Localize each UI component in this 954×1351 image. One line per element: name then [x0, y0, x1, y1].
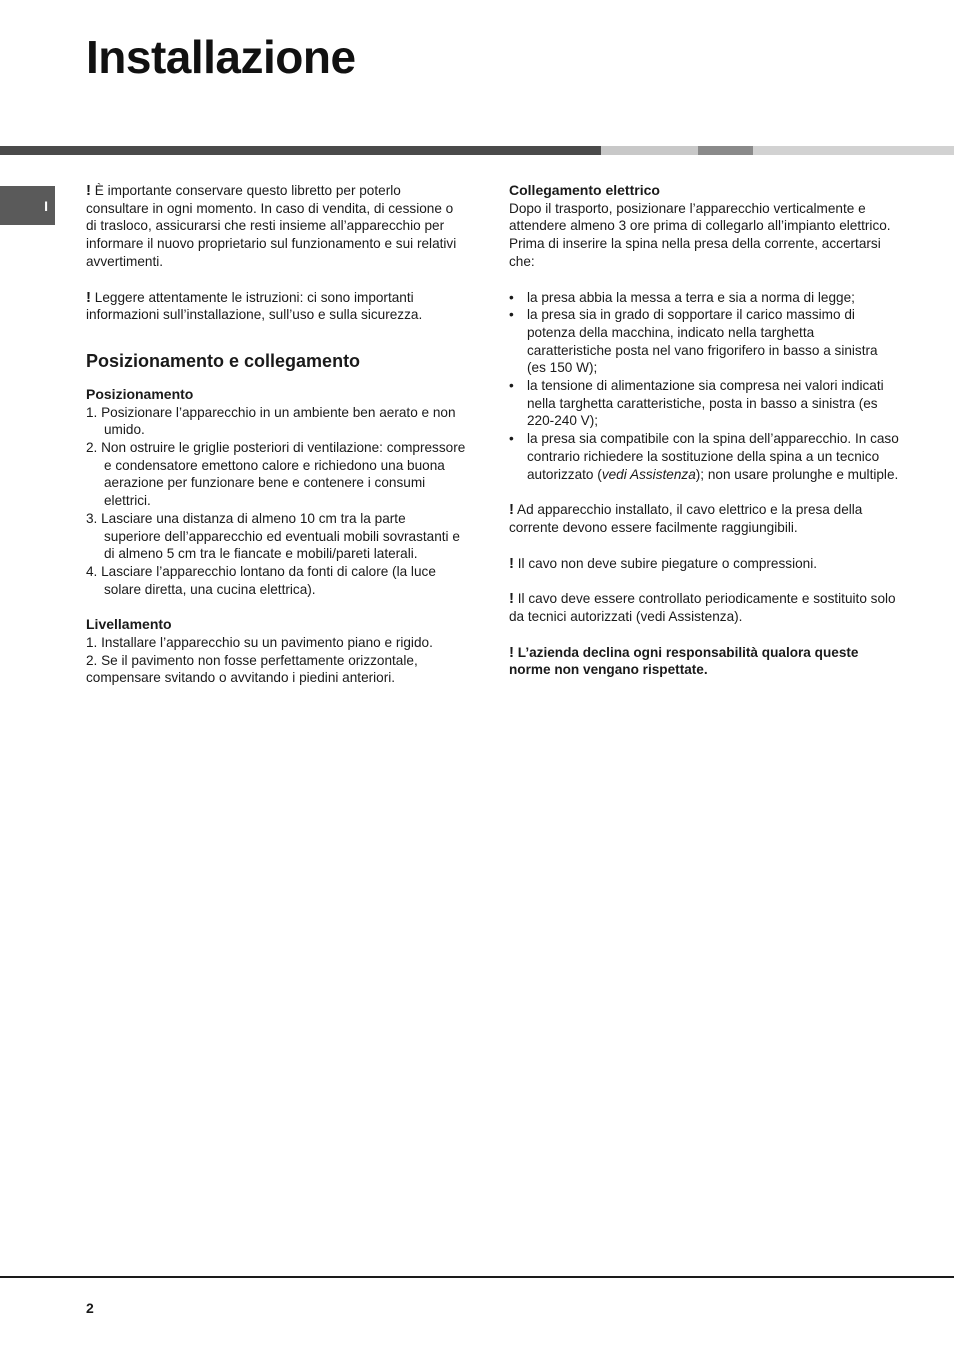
warning-icon: !	[509, 554, 514, 572]
warning-icon: !	[86, 288, 91, 306]
warning-cable-check-text: Il cavo deve essere controllato periodicamente e sostituito solo da tecnici autorizzati (vedi Assistenza).	[509, 591, 896, 625]
list-item: 1. Posizionare l’apparecchio in un ambiente ben aerato e non umido.	[86, 404, 456, 438]
warning-cable-bend	[509, 555, 899, 573]
leveling-text-1: 1. Installare l’apparecchio su un pavimento piano e rigido.	[86, 635, 433, 651]
header-bar-mid	[698, 146, 753, 155]
warning-icon: !	[509, 501, 514, 519]
footer-rule	[0, 1276, 954, 1278]
notice-read-instructions-text: Leggere attentamente le istruzioni: ci sono importanti informazioni sull’installazione, sull’uso e sulla sicurezza.	[86, 289, 423, 323]
warning-cable-check	[509, 590, 899, 625]
section-title: Posizionamento e collegamento	[86, 350, 361, 371]
language-tab-label: I	[44, 197, 48, 214]
list-item-text: la presa sia compatibile con la spina dell’apparecchio. In caso contrario richiedere la sostituzione della spina a un tecnico autorizzato (	[527, 431, 899, 482]
positioning-list	[86, 404, 466, 599]
list-item: • la presa abbia la messa a terra e sia a norma di legge;	[509, 289, 899, 307]
warning-cable-access-text: Ad apparecchio installato, il cavo elettrico e la presa della corrente devono essere facilmente raggiungibili.	[509, 502, 863, 535]
left-column	[86, 182, 466, 687]
electrical-heading: Collegamento elettrico	[509, 182, 660, 198]
list-item: • la presa sia in grado di sopportare il carico massimo di potenza della macchina, indicato nella targhetta caratteristiche posta nel vano frigorifero in basso a sinistra (es 150 W);	[509, 306, 899, 377]
list-item: • la tensione di alimentazione sia compresa nei valori indicati nella targhetta caratteristiche, posta in basso a sinistra (es 220-240 V);	[509, 377, 899, 430]
warning-cable-bend-text: Il cavo non deve subire piegature o compressioni.	[517, 555, 818, 571]
warning-liability-text: L’azienda declina ogni responsabilità qualora queste norme non vengano rispettate.	[509, 644, 859, 678]
electrical-intro: Dopo il trasporto, posizionare l’apparecchio verticalmente e attendere almeno 3 ore prima di collegarlo all’impianto elettrico. Prima di inserire la spina nella presa della corrente, accertarsi che:	[509, 200, 891, 269]
positioning-heading: Posizionamento	[86, 385, 194, 402]
electrical-checklist	[509, 289, 899, 484]
warning-icon: !	[509, 590, 514, 608]
notice-read-instructions	[86, 289, 466, 324]
leveling-text-2: 2. Se il pavimento non fosse perfettamente orizzontale, compensare svitando o avvitando i piedini anteriori.	[86, 652, 418, 686]
warning-liability	[509, 644, 899, 679]
page-number: 2	[86, 1300, 94, 1316]
leveling-heading: Livellamento	[86, 616, 172, 633]
header-bar-light	[601, 146, 698, 155]
assistance-reference: vedi Assistenza	[601, 466, 696, 482]
header-bar-light-end	[753, 146, 954, 155]
list-item: 2. Non ostruire le griglie posteriori di ventilazione: compressore e condensatore emettono calore e richiedono una buona aerazione per funzionare bene e contenere i consumi elettrici.	[86, 440, 466, 509]
language-tab	[0, 186, 55, 225]
header-bar-dark	[0, 146, 601, 155]
warning-icon: !	[509, 643, 514, 661]
notice-keep-manual	[86, 182, 466, 271]
notice-keep-manual-text: È importante conservare questo libretto per poterlo consultare in ogni momento. In caso di vendita, di cessione o di trasloco, assicurarsi che resti insieme all’apparecchio per informare il nuovo proprietario sul funzionamento e sui relativi avvertimenti.	[86, 183, 457, 269]
right-column	[509, 182, 899, 679]
list-item: 4. Lasciare l’apparecchio lontano da fonti di calore (la luce solare diretta, una cucina elettrica).	[86, 563, 436, 597]
warning-icon: !	[86, 182, 91, 199]
warning-cable-access	[509, 501, 899, 536]
list-item: 3. Lasciare una distanza di almeno 10 cm tra la parte superiore dell’apparecchio ed eventuali mobili sovrastanti e di almeno 5 cm tra le fiancate e mobili/pareti laterali.	[86, 510, 460, 562]
list-item	[509, 430, 899, 483]
page-title: Installazione	[86, 31, 356, 83]
list-item-text-end: ); non usare prolunghe e multiple.	[695, 466, 899, 482]
